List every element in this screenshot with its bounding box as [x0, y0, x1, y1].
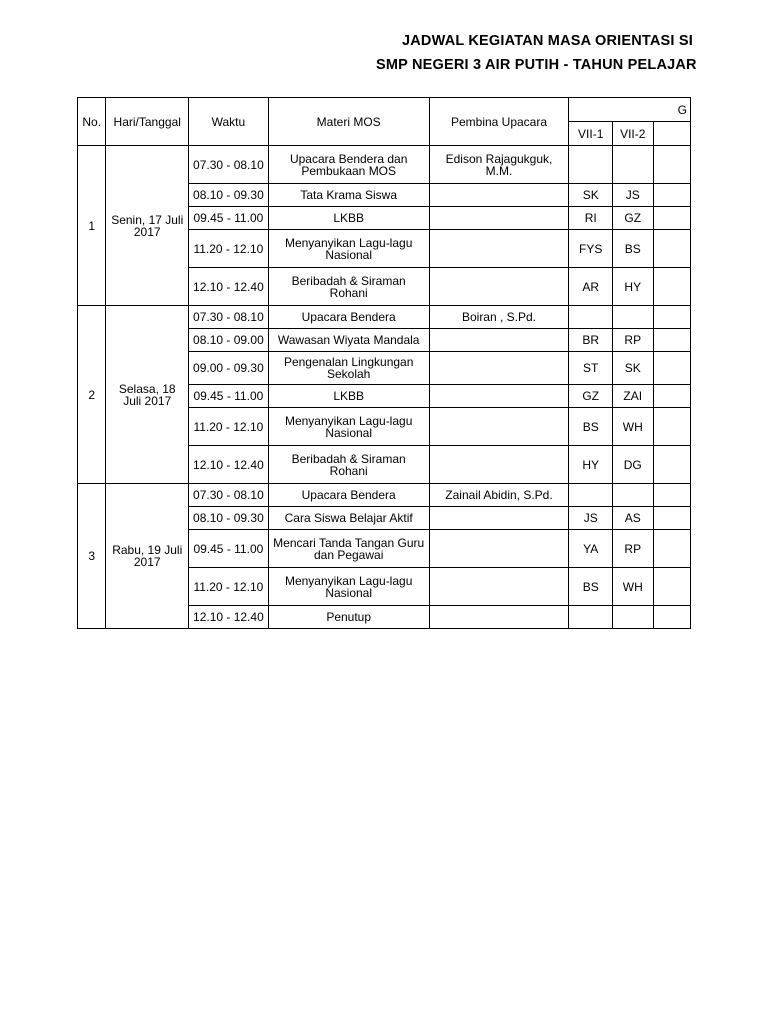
- table-row: [78, 484, 691, 507]
- session-class-vii-2: BS: [613, 230, 654, 268]
- session-time: 11.20 - 12.10: [188, 568, 268, 606]
- session-class-vii-2: RP: [613, 530, 654, 568]
- session-class-extra: [653, 408, 690, 446]
- session-class-vii-2: GZ: [613, 207, 654, 230]
- session-topic: Beribadah & Siraman Rohani: [268, 446, 429, 484]
- session-time: 08.10 - 09.30: [188, 184, 268, 207]
- day-date: Selasa, 18 Juli 2017: [106, 306, 189, 484]
- session-class-vii-2: HY: [613, 268, 654, 306]
- session-topic: Penutup: [268, 606, 429, 629]
- session-pembina: [429, 446, 569, 484]
- schedule-body: [78, 146, 691, 629]
- session-class-vii-1: ST: [569, 352, 613, 385]
- session-time: 09.45 - 11.00: [188, 207, 268, 230]
- session-class-vii-1: RI: [569, 207, 613, 230]
- session-pembina: [429, 184, 569, 207]
- session-topic: Wawasan Wiyata Mandala: [268, 329, 429, 352]
- session-topic: Cara Siswa Belajar Aktif: [268, 507, 429, 530]
- session-pembina: [429, 385, 569, 408]
- session-class-vii-2: WH: [613, 568, 654, 606]
- header-class-extra: [653, 122, 690, 146]
- session-class-vii-2: [613, 306, 654, 329]
- session-time: 12.10 - 12.40: [188, 446, 268, 484]
- session-class-vii-2: ZAI: [613, 385, 654, 408]
- session-pembina: [429, 207, 569, 230]
- session-pembina: Zainail Abidin, S.Pd.: [429, 484, 569, 507]
- session-class-vii-2: [613, 484, 654, 507]
- session-class-extra: [653, 385, 690, 408]
- session-class-vii-1: JS: [569, 507, 613, 530]
- session-class-vii-1: BS: [569, 408, 613, 446]
- table-row: [78, 146, 691, 184]
- session-class-extra: [653, 530, 690, 568]
- day-date: Rabu, 19 Juli 2017: [106, 484, 189, 629]
- session-time: 07.30 - 08.10: [188, 306, 268, 329]
- session-class-vii-1: [569, 146, 613, 184]
- session-class-extra: [653, 352, 690, 385]
- session-pembina: [429, 530, 569, 568]
- session-pembina: [429, 568, 569, 606]
- session-pembina: [429, 230, 569, 268]
- header-hari-tanggal: Hari/Tanggal: [106, 98, 189, 146]
- session-class-vii-1: [569, 606, 613, 629]
- title-line-2: SMP NEGERI 3 AIR PUTIH - TAHUN PELAJAR: [376, 57, 697, 73]
- session-topic: Upacara Bendera: [268, 306, 429, 329]
- session-pembina: [429, 268, 569, 306]
- session-time: 07.30 - 08.10: [188, 484, 268, 507]
- session-pembina: [429, 606, 569, 629]
- session-topic: LKBB: [268, 385, 429, 408]
- session-class-extra: [653, 306, 690, 329]
- session-topic: Upacara Bendera dan Pembukaan MOS: [268, 146, 429, 184]
- session-class-extra: [653, 568, 690, 606]
- session-time: 08.10 - 09.00: [188, 329, 268, 352]
- session-class-extra: [653, 446, 690, 484]
- session-topic: LKBB: [268, 207, 429, 230]
- session-pembina: Boiran , S.Pd.: [429, 306, 569, 329]
- session-class-vii-2: WH: [613, 408, 654, 446]
- session-class-vii-2: JS: [613, 184, 654, 207]
- header-materi: Materi MOS: [268, 98, 429, 146]
- session-class-vii-2: [613, 146, 654, 184]
- day-number: 2: [78, 306, 106, 484]
- session-time: 08.10 - 09.30: [188, 507, 268, 530]
- table-row: [78, 306, 691, 329]
- session-class-vii-1: BR: [569, 329, 613, 352]
- header-class-vii-1: VII-1: [569, 122, 613, 146]
- session-topic: Tata Krama Siswa: [268, 184, 429, 207]
- session-topic: Mencari Tanda Tangan Guru dan Pegawai: [268, 530, 429, 568]
- session-class-vii-2: AS: [613, 507, 654, 530]
- session-class-vii-2: SK: [613, 352, 654, 385]
- session-time: 07.30 - 08.10: [188, 146, 268, 184]
- session-topic: Upacara Bendera: [268, 484, 429, 507]
- session-time: 09.00 - 09.30: [188, 352, 268, 385]
- session-class-vii-1: [569, 306, 613, 329]
- session-pembina: [429, 408, 569, 446]
- session-class-extra: [653, 146, 690, 184]
- session-class-vii-1: GZ: [569, 385, 613, 408]
- schedule-table: [77, 97, 691, 629]
- header-pembina: Pembina Upacara: [429, 98, 569, 146]
- session-class-extra: [653, 606, 690, 629]
- session-topic: Menyanyikan Lagu-lagu Nasional: [268, 230, 429, 268]
- session-time: 09.45 - 11.00: [188, 385, 268, 408]
- session-time: 11.20 - 12.10: [188, 408, 268, 446]
- session-pembina: [429, 352, 569, 385]
- session-class-extra: [653, 484, 690, 507]
- header-class-vii-2: VII-2: [613, 122, 654, 146]
- session-topic: Beribadah & Siraman Rohani: [268, 268, 429, 306]
- session-class-extra: [653, 507, 690, 530]
- session-class-vii-1: SK: [569, 184, 613, 207]
- session-class-vii-2: RP: [613, 329, 654, 352]
- session-class-vii-1: HY: [569, 446, 613, 484]
- session-topic: Pengenalan Lingkungan Sekolah: [268, 352, 429, 385]
- session-class-vii-1: [569, 484, 613, 507]
- day-number: 3: [78, 484, 106, 629]
- day-date: Senin, 17 Juli 2017: [106, 146, 189, 306]
- title-line-1: JADWAL KEGIATAN MASA ORIENTASI SI: [402, 33, 693, 49]
- session-class-extra: [653, 268, 690, 306]
- day-number: 1: [78, 146, 106, 306]
- session-time: 12.10 - 12.40: [188, 268, 268, 306]
- session-topic: Menyanyikan Lagu-lagu Nasional: [268, 408, 429, 446]
- header-group: G: [569, 98, 691, 122]
- session-class-vii-2: [613, 606, 654, 629]
- header-waktu: Waktu: [188, 98, 268, 146]
- session-time: 12.10 - 12.40: [188, 606, 268, 629]
- session-class-vii-2: DG: [613, 446, 654, 484]
- header-no: No.: [78, 98, 106, 146]
- session-pembina: [429, 329, 569, 352]
- session-topic: Menyanyikan Lagu-lagu Nasional: [268, 568, 429, 606]
- session-class-extra: [653, 329, 690, 352]
- session-time: 09.45 - 11.00: [188, 530, 268, 568]
- session-class-vii-1: BS: [569, 568, 613, 606]
- session-class-extra: [653, 184, 690, 207]
- session-class-extra: [653, 230, 690, 268]
- session-class-extra: [653, 207, 690, 230]
- session-class-vii-1: YA: [569, 530, 613, 568]
- session-pembina: [429, 507, 569, 530]
- session-class-vii-1: AR: [569, 268, 613, 306]
- session-pembina: Edison Rajagukguk, M.M.: [429, 146, 569, 184]
- session-class-vii-1: FYS: [569, 230, 613, 268]
- session-time: 11.20 - 12.10: [188, 230, 268, 268]
